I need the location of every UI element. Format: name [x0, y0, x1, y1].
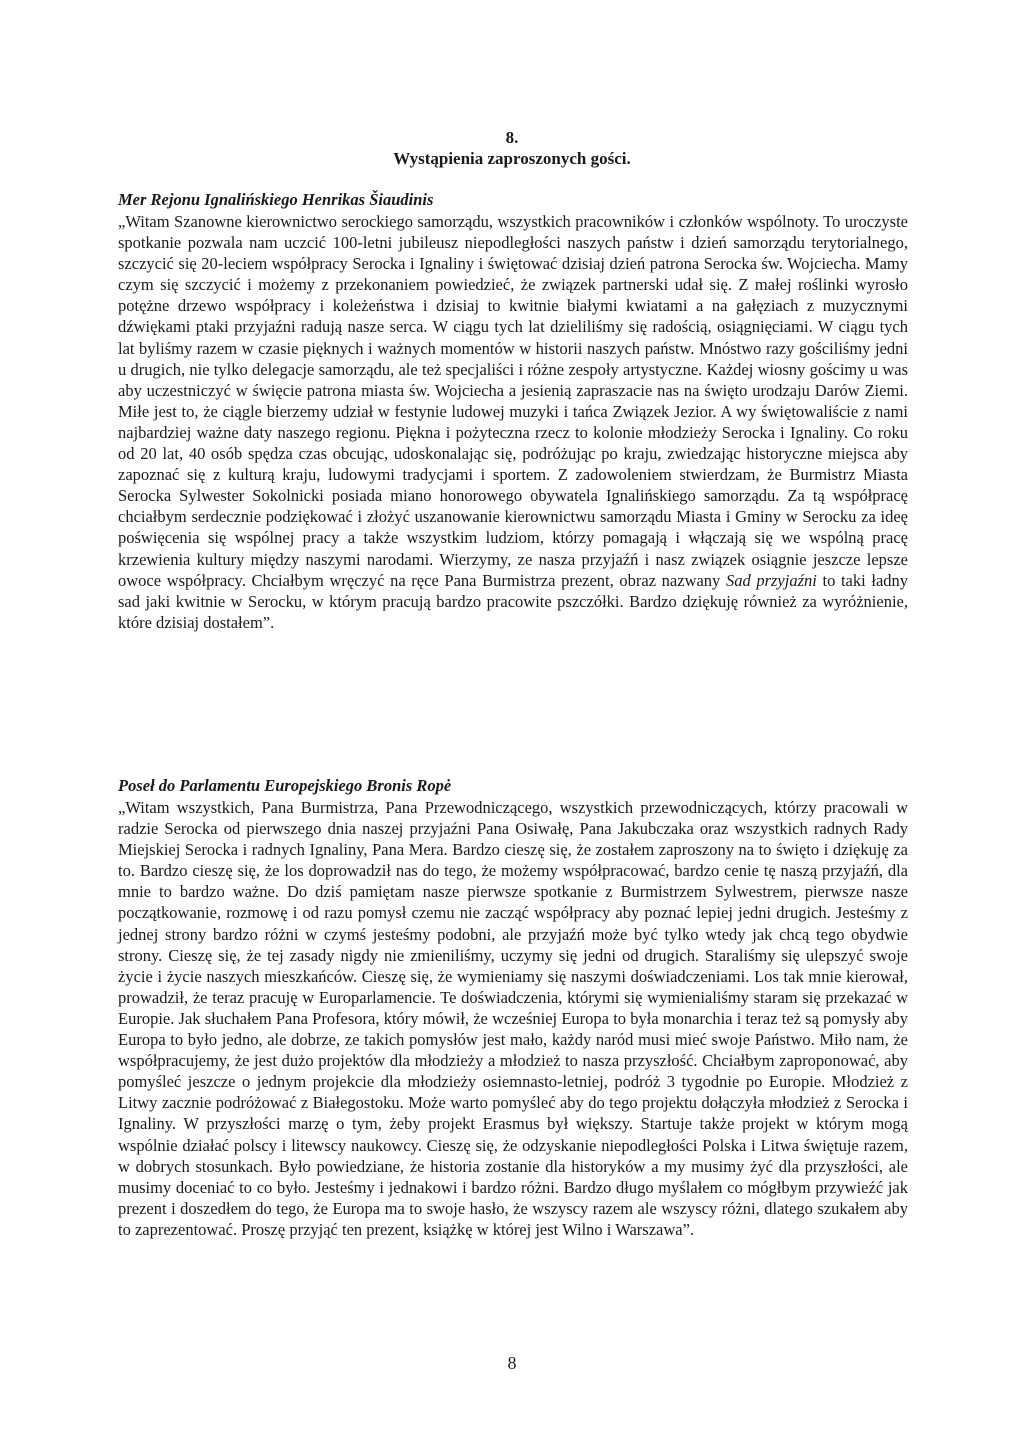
speech-text: „Witam wszystkich, Pana Burmistrza, Pana Przewodniczącego, wszystkich przewodniczących, którzy pracowali w radzie Serocka od pierwszego dnia naszej przyjaźni Pana Osiwałę, Pana Jakubczaka oraz wszystkich radnych Rady Miejskiej Serocka i radnych Ignaliny, Pana Mera. Bardzo cieszę się, że zostałem zaproszony na to święto i dziękuję za to. Bardzo cieszę się, że los doprowadził nas do tego, że możemy współpracować, bardzo cenie tę naszą przyjaźń, dla mnie to bardzo ważne. Do dziś pamiętam nasze pierwsze spotkanie z Burmistrzem Sylwestrem, pierwsze nasze początkowanie, rozmowę i od razu pomysł czemu nie zacząć współpracy aby poznać lepiej jedni drugich. Jesteśmy z jednej strony bardzo różni w czymś jesteśmy podobni, ale przyjaźń może być tylko wtedy jak chcą tego obydwie strony. Cieszę się, że tej zasady nigdy nie zmieniliśmy, uczymy się jedni od drugich. Staraliśmy się ulepszyć swoje życie i życie naszych mieszkańców. Cieszę się, że wymieniamy się naszymi doświadczeniami. Los tak mnie kierował, prowadził, że teraz pracuję w Europarlamencie. Te doświadczenia, którymi się wymienialiśmy staram się przekazać w Europie. Jak słuchałem Pana Profesora, który mówił, że wcześniej Europa to była monarchia i teraz też są pomysły aby Europa to było jedno, ale dobrze, ze takich pomysłów jest mało, każdy naród musi mieć swoje Państwo. Miło nam, że współpracujemy, że jest dużo projektów dla młodzieży a młodzież to nasza przyszłość. Chciałbym zaproponować, aby pomyśleć jeszcze o jednym projekcie dla młodzieży osiemnasto-letniej, podróż 3 tygodnie po Europie. Młodzież z Litwy zacznie podróżować z Białegostoku. Może warto pomyśleć aby do tego projektu dołączyła młodzież z Serocka i Ignaliny. W przyszłości marzę o tym, żeby projekt Erasmus był większy. Startuje także projekt w którym mogą wspólnie działać polscy i litewscy naukowcy. Cieszę się, że odzyskanie niepodległości Polska i Litwa świętuje razem, w dobrych stosunkach. Było powiedziane, że historia zostanie dla historyków a my musimy żyć dla przyszłości, ale musimy doceniać to co było. Jesteśmy i jednakowi i bardzo różni. Bardzo długo myślałem co mógłbym przywieźć jak prezent i doszedłem do tego, że Europa ma to swoje hasło, że wszyscy razem ale wszyscy różni, dlatego szukałem aby to zaprezentować. Proszę przyjąć ten prezent, książkę w której jest Wilno i Warszawa”. [118, 798, 908, 1239]
speaker-name: Mer Rejonu Ignalińskiego Henrikas Šiaudinis [118, 190, 434, 209]
speaker-name: Poseł do Parlamentu Europejskiego Bronis Ropė [118, 776, 452, 795]
speech-text-part: „Witam Szanowne kierownictwo serockiego samorządu, wszystkich pracowników i członków wspólnoty. To uroczyste spotkanie pozwala nam uczcić 100-letni jubileusz niepodległości naszych państw i dzień samorządu terytorialnego, szczycić się 20-leciem współpracy Serocka i Ignaliny i świętować dzisiaj dzień patrona Serocka św. Wojciecha. Mamy czym się szczycić i możemy z przekonaniem powiedzieć, że związek partnerski udał się. Z małej roślinki wyrosło potężne drzewo współpracy i koleżeństwa i dzisiaj to kwitnie białymi kwiatami a na gałęziach z muzycznymi dźwiękami ptaki przyjaźni radują nasze serca. W ciągu tych lat dzieliliśmy się radością, osiągnięciami. W ciągu tych lat byliśmy razem w czasie pięknych i ważnych momentów w historii naszych państw. Mnóstwo razy gościliśmy jedni u drugich, nie tylko delegacje samorządu, ale też specjaliści i różne zespoły artystyczne. Każdej wiosny gościmy u was aby uczestniczyć w święcie patrona miasta św. Wojciecha a jesienią zapraszacie nas na święto urodzaju Darów Ziemi. Miłe jest to, że ciągle bierzemy udział w festynie ludowej muzyki i tańca Związek Jezior. A wy świętowaliście z nami najbardziej ważne daty naszego regionu. Piękna i pożyteczna rzecz to kolonie młodzieży Serocka i Ignaliny. Co roku od 20 lat, 40 osób spędza czas obcując, udoskonalając się, podróżując po kraju, zwiedzając historyczne miejsca aby zapoznać się z kulturą kraju, ludowymi tradycjami i sportem. Z zadowoleniem stwierdzam, że Burmistrz Miasta Serocka Sylwester Sokolnicki posiada miano honorowego obywatela Ignalińskiego samorządu. Za tą współpracę chciałbym serdecznie podziękować i złożyć uszanowanie kierownictwu samorządu Miasta i Gminy w Serocku za ideę poświęcenia się wspólnej pracy a także wszystkim ludziom, którzy pomagają i włączają się we wspólną pracę krzewienia kultury między naszymi narodami. Wierzymy, ze nasza przyjaźń i nasz związek osiągnie jeszcze lepsze owoce współpracy. Chciałbym wręczyć na ręce Pana Burmistrza prezent, obraz nazwany [118, 212, 908, 590]
speech-posel [118, 775, 908, 1240]
section-number: 8. [505, 128, 519, 147]
painting-title: Sad przyjaźni [725, 570, 817, 590]
page-number: 8 [507, 1353, 517, 1373]
section-title: Wystąpienia zaproszonych gości. [393, 149, 631, 168]
speech-text [118, 211, 908, 633]
speech-mer [118, 189, 908, 633]
speech-text-part: to taki ładny sad jaki kwitnie w Serocku, w którym pracują bardzo pracowite pszczółki. Bardzo dziękuję również za wyróżnienie, które dzisiaj dostałem”. [118, 570, 909, 632]
